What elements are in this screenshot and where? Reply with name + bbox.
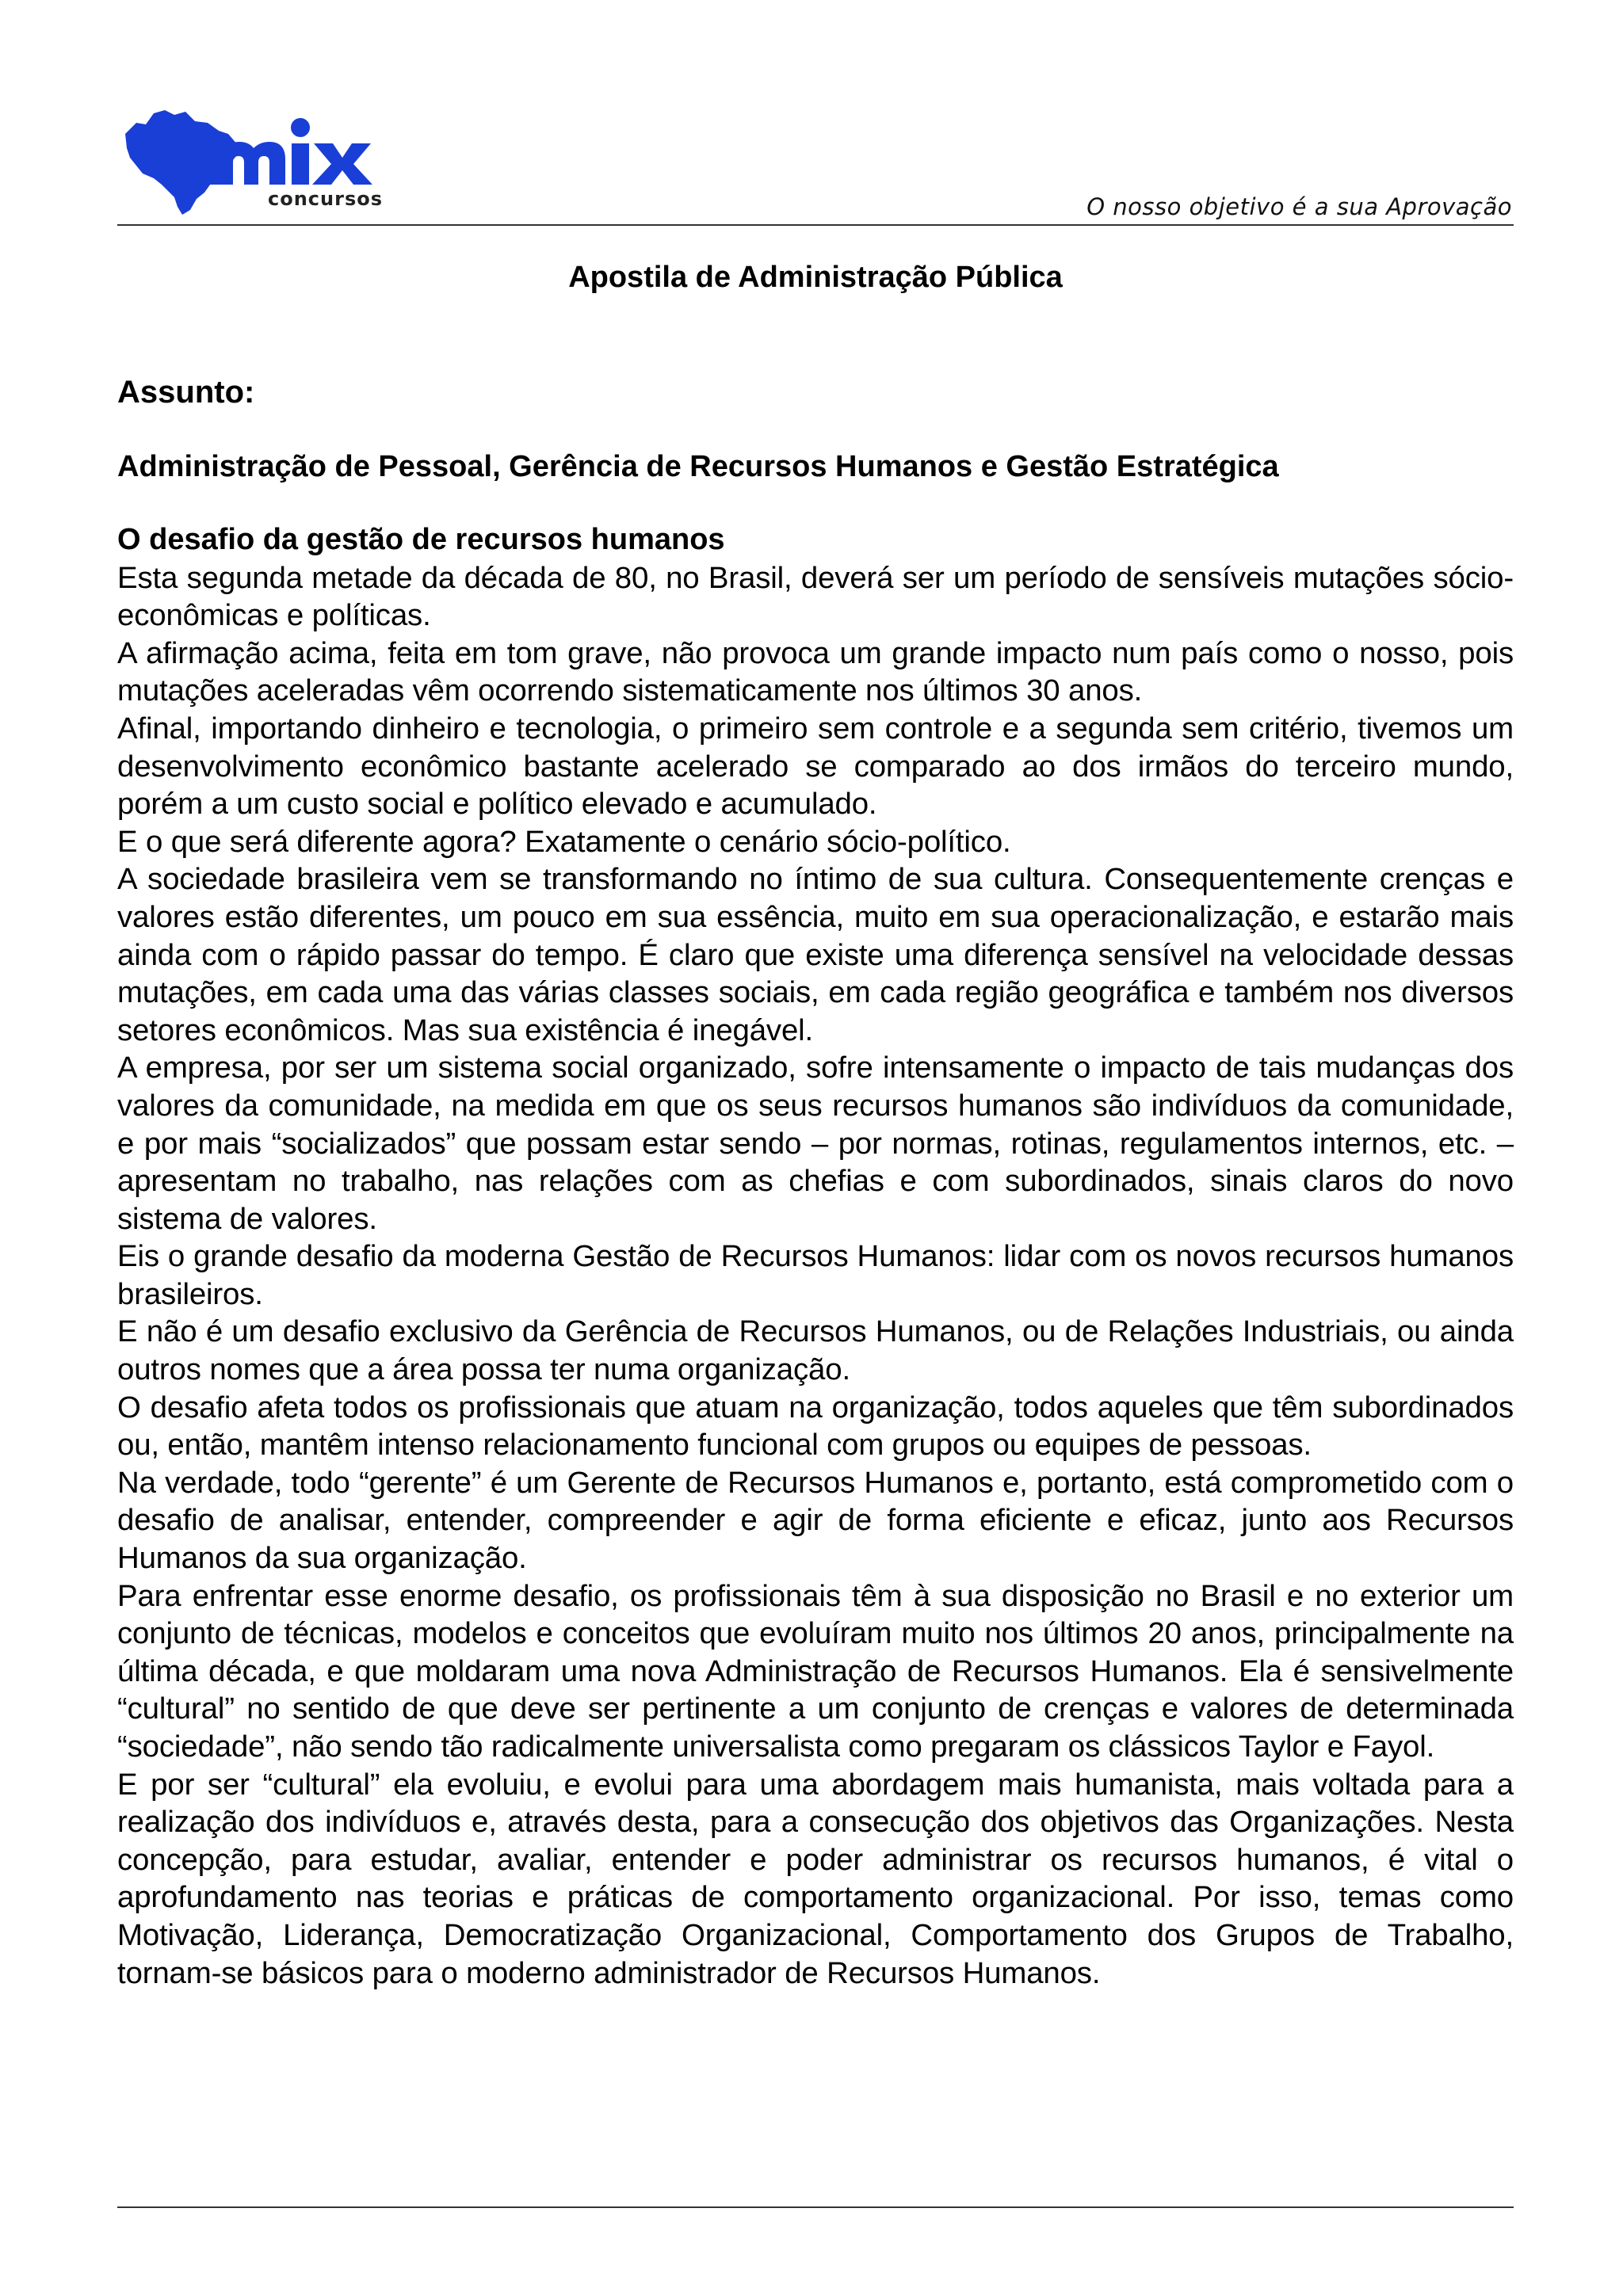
- paragraph: Na verdade, todo “gerente” é um Gerente de Recursos Humanos e, portanto, está comprometido com o desafio de analisar, entender, compreender e agir de forma eficiente e eficaz, junto aos Recursos Humanos da sua organização.: [117, 1465, 1514, 1576]
- paragraph: Esta segunda metade da década de 80, no Brasil, deverá ser um período de sensíveis mutações sócio-econômicas e políticas.: [117, 560, 1514, 633]
- paragraph: A afirmação acima, feita em tom grave, não provoca um grande impacto num país como o nosso, pois mutações aceleradas vêm ocorrendo sistematicamente nos últimos 30 anos.: [117, 635, 1514, 708]
- document-title: Apostila de Administração Pública: [568, 261, 1063, 294]
- paragraph: E não é um desafio exclusivo da Gerência de Recursos Humanos, ou de Relações Industriais, ou ainda outros nomes que a área possa ter numa organização.: [117, 1314, 1514, 1387]
- header-divider: [117, 224, 1514, 226]
- brazil-map-icon: [119, 99, 420, 218]
- paragraph: Para enfrentar esse enorme desafio, os profissionais têm à sua disposição no Brasil e no exterior um conjunto de técnicas, modelos e conceitos que evoluíram muito nos últimos 20 anos, principalmente na última década, e que moldaram uma nova Administração de Recursos Humanos. Ela é sensivelmente “cultural” no sentido de que deve ser pertinente a um conjunto de crenças e valores de determinada “sociedade”, não sendo tão radicalmente universalista como pregaram os clássicos Taylor e Fayol.: [117, 1578, 1514, 1764]
- footer-divider: [117, 2206, 1514, 2208]
- subject-label: Assunto:: [117, 375, 255, 410]
- paragraph: Afinal, importando dinheiro e tecnologia, o primeiro sem controle e a segunda sem critério, tivemos um desenvolvimento econômico bastante acelerado se comparado ao dos irmãos do terceiro mundo, porém a um custo social e político elevado e acumulado.: [117, 711, 1514, 822]
- paragraph: E por ser “cultural” ela evoluiu, e evolui para uma abordagem mais humanista, mais voltada para a realização dos indivíduos e, através desta, para a consecução dos objetivos das Organizações. Nesta concepção, para estudar, avaliar, entender e poder administrar os recursos humanos, é vital o aprofundamento nas teorias e práticas de comportamento organizacional. Por isso, temas como Motivação, Liderança, Democratização Organizacional, Comportamento dos Grupos de Trabalho, tornam-se básicos para o moderno administrador de Recursos Humanos.: [117, 1767, 1514, 1990]
- paragraph: A empresa, por ser um sistema social organizado, sofre intensamente o impacto de tais mudanças dos valores da comunidade, na medida em que os seus recursos humanos são indivíduos da comunidade, e por mais “socializados” que possam estar sendo – por normas, rotinas, regulamentos internos, etc. – apresentam no trabalho, nas relações com as chefias e com subordinados, sinais claros do novo sistema de valores.: [117, 1051, 1514, 1236]
- logo-sub-text: concursos: [268, 188, 384, 210]
- paragraph: A sociedade brasileira vem se transformando no íntimo de sua cultura. Consequentemente crenças e valores estão diferentes, um pouco em sua essência, muito em sua operacionalização, e estarão mais ainda com o rápido passar do tempo. É claro que existe uma diferença sensível na velocidade dessas mutações, em cada uma das várias classes sociais, em cada região geográfica e também nos diversos setores econômicos. Mas sua existência é inegável.: [117, 862, 1514, 1047]
- paragraph: O desafio afeta todos os profissionais que atuam na organização, todos aqueles que têm subordinados ou, então, mantêm intenso relacionamento funcional com grupos ou equipes de pessoas.: [117, 1390, 1514, 1463]
- paragraph: E o que será diferente agora? Exatamente o cenário sócio-político.: [117, 824, 1011, 859]
- mix-concursos-logo: [119, 99, 420, 218]
- section-heading: O desafio da gestão de recursos humanos: [117, 523, 725, 556]
- document-body: [117, 521, 1514, 1992]
- header-tagline: O nosso objetivo é a sua Aprovação: [1086, 193, 1512, 220]
- paragraph: Eis o grande desafio da moderna Gestão de Recursos Humanos: lidar com os novos recursos humanos brasileiros.: [117, 1239, 1514, 1311]
- subject-text: Administração de Pessoal, Gerência de Recursos Humanos e Gestão Estratégica: [117, 450, 1279, 483]
